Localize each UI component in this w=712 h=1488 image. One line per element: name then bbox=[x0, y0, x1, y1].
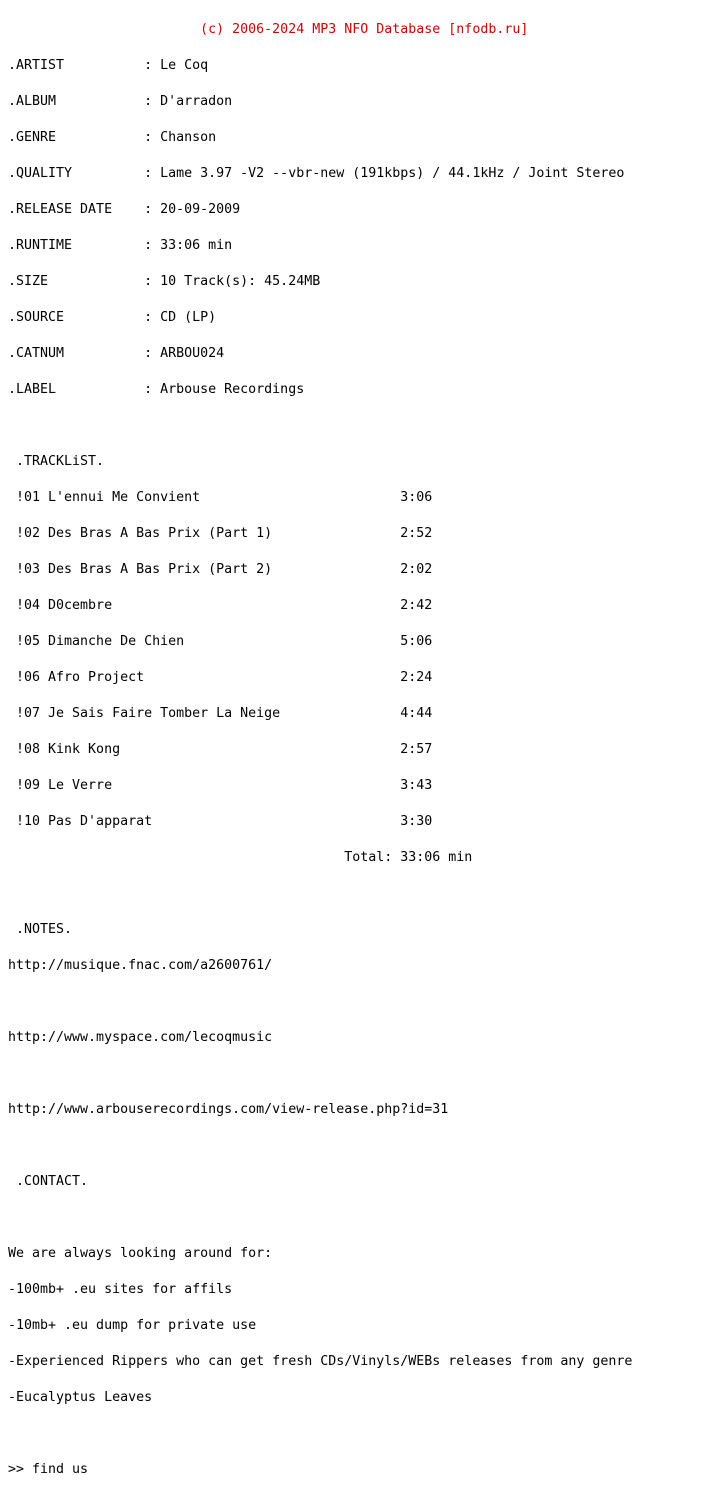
info-size: .SIZE : 10 Track(s): 45.24MB bbox=[8, 274, 321, 289]
contact-line: -10mb+ .eu dump for private use bbox=[8, 1318, 257, 1333]
blank-line bbox=[8, 1212, 632, 1224]
track-row: !06 Afro Project 2:24 bbox=[8, 670, 433, 685]
blank-line bbox=[8, 1068, 632, 1080]
tracklist-title: .TRACKLiST. bbox=[8, 454, 105, 469]
link-arbouse[interactable]: http://www.arbouserecordings.com/view-release.php?id=31 bbox=[8, 1102, 449, 1117]
info-runtime: .RUNTIME : 33:06 min bbox=[8, 238, 233, 253]
blank-line bbox=[8, 1428, 632, 1440]
header-credit: (c) 2006-2024 MP3 NFO Database [nfodb.ru] bbox=[8, 22, 529, 37]
blank-line bbox=[8, 888, 632, 900]
blank-line bbox=[8, 420, 632, 432]
footer-find-us: >> find us bbox=[8, 1462, 89, 1477]
link-myspace[interactable]: http://www.myspace.com/lecoqmusic bbox=[8, 1030, 273, 1045]
info-album: .ALBUM : D'arradon bbox=[8, 94, 233, 109]
info-artist: .ARTIST : Le Coq bbox=[8, 58, 209, 73]
contact-line: We are always looking around for: bbox=[8, 1246, 273, 1261]
contact-line: -Eucalyptus Leaves bbox=[8, 1390, 153, 1405]
link-fnac[interactable]: http://musique.fnac.com/a2600761/ bbox=[8, 958, 273, 973]
track-row: !08 Kink Kong 2:57 bbox=[8, 742, 433, 757]
track-row: !07 Je Sais Faire Tomber La Neige 4:44 bbox=[8, 706, 433, 721]
blank-line bbox=[8, 996, 632, 1008]
info-genre: .GENRE : Chanson bbox=[8, 130, 217, 145]
blank-line bbox=[8, 1140, 632, 1152]
info-release-date: .RELEASE DATE : 20-09-2009 bbox=[8, 202, 241, 217]
contact-line: -100mb+ .eu sites for affils bbox=[8, 1282, 233, 1297]
track-row: !04 D0cembre 2:42 bbox=[8, 598, 433, 613]
info-quality: .QUALITY : Lame 3.97 -V2 --vbr-new (191kbps) / 44.1kHz / Joint Stereo bbox=[8, 166, 625, 181]
track-row: !09 Le Verre 3:43 bbox=[8, 778, 433, 793]
track-row: !01 L'ennui Me Convient 3:06 bbox=[8, 490, 433, 505]
track-row: !03 Des Bras A Bas Prix (Part 2) 2:02 bbox=[8, 562, 433, 577]
nfo-document bbox=[8, 0, 632, 1488]
contact-line: -Experienced Rippers who can get fresh CDs/Vinyls/WEBs releases from any genre bbox=[8, 1354, 633, 1369]
info-source: .SOURCE : CD (LP) bbox=[8, 310, 217, 325]
notes-title: .NOTES. bbox=[8, 922, 73, 937]
track-row: !10 Pas D'apparat 3:30 bbox=[8, 814, 433, 829]
track-row: !02 Des Bras A Bas Prix (Part 1) 2:52 bbox=[8, 526, 433, 541]
info-catnum: .CATNUM : ARBOU024 bbox=[8, 346, 225, 361]
contact-title: .CONTACT. bbox=[8, 1174, 89, 1189]
info-label: .LABEL : Arbouse Recordings bbox=[8, 382, 305, 397]
track-row: !05 Dimanche De Chien 5:06 bbox=[8, 634, 433, 649]
total-runtime: Total: 33:06 min bbox=[8, 850, 473, 865]
